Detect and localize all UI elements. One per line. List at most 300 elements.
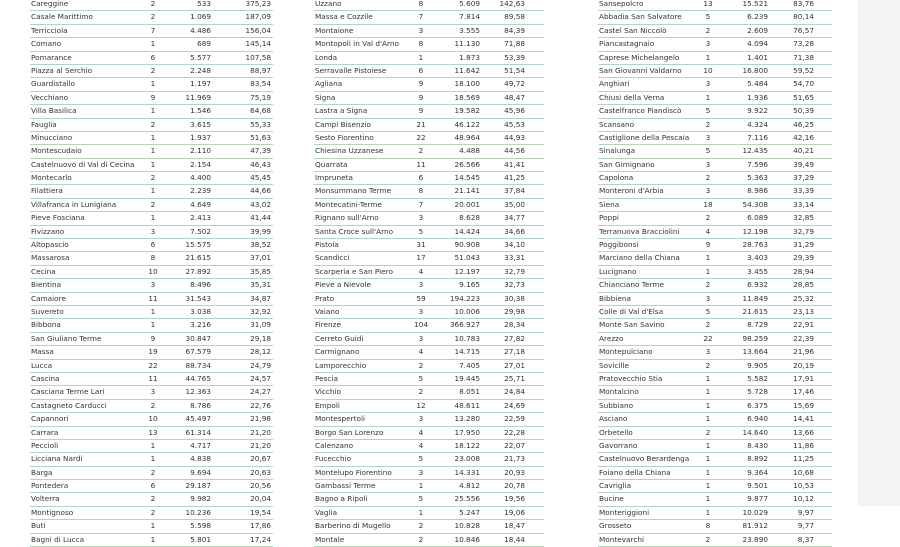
rate-value: 14,41	[793, 414, 814, 424]
population-value: 7.502	[190, 226, 211, 236]
case-count: 8	[418, 39, 424, 49]
case-count: 1	[705, 494, 711, 504]
population-value: 3.216	[190, 320, 211, 330]
rate-value: 40,21	[793, 146, 814, 156]
table-row	[598, 105, 832, 118]
case-count: 2	[150, 507, 156, 517]
case-count: 2	[705, 280, 711, 290]
table-row	[30, 293, 273, 306]
population-value: 67.579	[185, 347, 211, 357]
municipality-name: Montelupo Fiorentino	[315, 467, 392, 477]
municipality-name: Gavorrano	[599, 440, 638, 450]
municipality-name: Castelnuovo Berardenga	[599, 454, 690, 464]
rate-value: 24,69	[504, 400, 525, 410]
rate-value: 39,99	[250, 226, 271, 236]
municipality-name: Montepulciano	[599, 347, 653, 357]
table-row	[30, 413, 273, 426]
case-count: 1	[150, 440, 156, 450]
rate-value: 41,44	[250, 213, 271, 223]
case-count: 11	[148, 293, 158, 303]
municipality-name: Cecina	[31, 266, 56, 276]
rate-value: 59,52	[793, 65, 814, 75]
table-row	[314, 226, 544, 239]
municipality-name: Villa Basilica	[31, 106, 77, 116]
case-count: 5	[705, 146, 711, 156]
municipality-name: Fucecchio	[315, 454, 352, 464]
population-value: 4.400	[190, 173, 211, 183]
table-row	[598, 319, 832, 332]
table-row	[30, 360, 273, 373]
table-row	[598, 92, 832, 105]
population-value: 17.950	[454, 427, 480, 437]
population-value: 9.501	[747, 481, 768, 491]
municipality-name: Minucciano	[31, 132, 73, 142]
municipality-name: Campi Bisenzio	[315, 119, 371, 129]
case-count: 7	[418, 12, 424, 22]
population-value: 4.094	[747, 39, 768, 49]
population-value: 3.555	[459, 25, 480, 35]
case-count: 17	[416, 253, 426, 263]
table-row	[30, 226, 273, 239]
table-row	[30, 266, 273, 279]
population-value: 12.197	[454, 266, 480, 276]
rate-value: 20,56	[250, 481, 271, 491]
rate-value: 34,77	[504, 213, 525, 223]
table-row	[598, 400, 832, 413]
case-count: 2	[705, 213, 711, 223]
population-value: 21.141	[454, 186, 480, 196]
population-value: 61.314	[185, 427, 211, 437]
table-row	[314, 453, 544, 466]
case-count: 3	[150, 387, 156, 397]
population-value: 19.445	[454, 373, 480, 383]
case-count: 5	[705, 306, 711, 316]
population-value: 21.615	[185, 253, 211, 263]
rate-value: 28,85	[793, 280, 814, 290]
population-value: 5.609	[459, 0, 480, 8]
municipality-name: Casciana Terme Lari	[31, 387, 105, 397]
rate-value: 15,69	[793, 400, 814, 410]
population-value: 25.556	[454, 494, 480, 504]
table-row	[30, 25, 273, 38]
table-row	[598, 132, 832, 145]
table-row	[30, 373, 273, 386]
rate-value: 32,85	[793, 213, 814, 223]
rate-value: 20,93	[504, 467, 525, 477]
table-row	[314, 78, 544, 91]
table-row	[30, 534, 273, 547]
population-value: 10.783	[454, 333, 480, 343]
case-count: 1	[705, 387, 711, 397]
population-value: 48.964	[454, 132, 480, 142]
municipality-name: Montale	[315, 534, 345, 544]
population-value: 14.640	[742, 427, 768, 437]
population-value: 8.892	[747, 454, 768, 464]
table-row	[30, 185, 273, 198]
table-row	[314, 413, 544, 426]
rate-value: 53,39	[504, 52, 525, 62]
table-row	[314, 92, 544, 105]
case-count: 2	[705, 173, 711, 183]
rate-value: 19,54	[250, 507, 271, 517]
municipality-name: Scansano	[599, 119, 635, 129]
rate-value: 24,57	[250, 373, 271, 383]
rate-value: 34,66	[504, 226, 525, 236]
table-row	[314, 346, 544, 359]
table-row	[30, 132, 273, 145]
population-value: 9.364	[747, 467, 768, 477]
population-value: 9.982	[190, 494, 211, 504]
rate-value: 22,91	[793, 320, 814, 330]
rate-value: 51,54	[504, 65, 525, 75]
case-count: 1	[150, 320, 156, 330]
population-value: 6.375	[747, 400, 768, 410]
rate-value: 8,37	[797, 534, 814, 544]
case-count: 7	[150, 25, 156, 35]
population-value: 6.940	[747, 414, 768, 424]
table-row	[314, 306, 544, 319]
case-count: 1	[705, 400, 711, 410]
population-value: 10.236	[185, 507, 211, 517]
case-count: 3	[705, 293, 711, 303]
case-count: 1	[705, 92, 711, 102]
municipality-name: Castel San Niccolò	[599, 25, 667, 35]
rate-value: 50,39	[793, 106, 814, 116]
table-row	[598, 159, 832, 172]
municipality-name: Arezzo	[599, 333, 624, 343]
table-row	[30, 38, 273, 51]
table-row	[314, 427, 544, 440]
case-count: 3	[418, 280, 424, 290]
population-value: 1.197	[190, 79, 211, 89]
rate-value: 51,65	[793, 92, 814, 102]
population-value: 194.223	[449, 293, 480, 303]
rate-value: 24,27	[250, 387, 271, 397]
rate-value: 20,78	[504, 481, 525, 491]
population-value: 7.405	[459, 360, 480, 370]
case-count: 1	[705, 507, 711, 517]
municipality-name: Siena	[599, 199, 620, 209]
municipality-name: Altopascio	[31, 240, 69, 250]
case-count: 2	[705, 427, 711, 437]
table-row	[314, 293, 544, 306]
rate-value: 23,13	[793, 306, 814, 316]
rate-value: 37,84	[504, 186, 525, 196]
case-count: 2	[150, 173, 156, 183]
rate-value: 51,63	[250, 132, 271, 142]
case-count: 1	[150, 106, 156, 116]
table-row	[598, 11, 832, 24]
table-row	[598, 239, 832, 252]
population-value: 4.812	[459, 481, 480, 491]
municipality-name: Terricciola	[31, 25, 68, 35]
case-count: 104	[414, 320, 428, 330]
population-value: 9.905	[747, 360, 768, 370]
case-count: 6	[418, 65, 424, 75]
case-count: 3	[705, 132, 711, 142]
table-row	[314, 38, 544, 51]
table-row	[598, 453, 832, 466]
table-row	[598, 252, 832, 265]
municipality-name: Monsummano Terme	[315, 186, 392, 196]
municipality-name: Castiglione della Pescaia	[599, 132, 690, 142]
municipality-name: Comano	[31, 39, 62, 49]
rate-value: 145,14	[245, 39, 271, 49]
rate-value: 30,38	[504, 293, 525, 303]
case-count: 1	[150, 146, 156, 156]
case-count: 1	[705, 481, 711, 491]
case-count: 3	[418, 25, 424, 35]
municipality-name: Cascina	[31, 373, 60, 383]
population-value: 14.715	[454, 347, 480, 357]
table-row	[314, 400, 544, 413]
table-row	[30, 52, 273, 65]
case-count: 10	[703, 65, 713, 75]
table-row	[30, 239, 273, 252]
municipality-name: Santa Croce sull'Arno	[315, 226, 394, 236]
population-value: 9.694	[190, 467, 211, 477]
table-row	[30, 119, 273, 132]
population-value: 2.413	[190, 213, 211, 223]
population-value: 2.239	[190, 186, 211, 196]
population-value: 6.932	[747, 280, 768, 290]
case-count: 1	[150, 521, 156, 531]
case-count: 1	[150, 534, 156, 544]
rate-value: 32,79	[793, 226, 814, 236]
rate-value: 28,34	[504, 320, 525, 330]
table-row	[598, 346, 832, 359]
case-count: 1	[705, 414, 711, 424]
table-row	[314, 199, 544, 212]
table-row	[314, 212, 544, 225]
municipality-name: Gambassi Terme	[315, 481, 376, 491]
population-value: 46.122	[454, 119, 480, 129]
municipality-name: Pieve a Nievole	[315, 280, 371, 290]
population-value: 1.936	[747, 92, 768, 102]
table-row	[598, 507, 832, 520]
municipality-name: Borgo San Lorenzo	[315, 427, 384, 437]
rate-value: 33,31	[504, 253, 525, 263]
municipality-name: Vicchio	[315, 387, 341, 397]
municipality-name: Barberino di Mugello	[315, 521, 391, 531]
rate-value: 48,47	[504, 92, 525, 102]
population-value: 12.435	[742, 146, 768, 156]
municipality-name: Sinalunga	[599, 146, 636, 156]
table-row	[598, 172, 832, 185]
rate-value: 21,96	[793, 347, 814, 357]
table-row	[314, 172, 544, 185]
rate-value: 21,73	[504, 454, 525, 464]
table-row	[598, 293, 832, 306]
municipality-name: Suvereto	[31, 306, 64, 316]
population-value: 8.729	[747, 320, 768, 330]
table-row	[598, 52, 832, 65]
population-value: 51.043	[454, 253, 480, 263]
population-value: 81.912	[742, 521, 768, 531]
table-row	[598, 386, 832, 399]
municipality-name: Carmignano	[315, 347, 360, 357]
case-count: 9	[418, 79, 424, 89]
municipality-name: Scarperia e San Piero	[315, 266, 393, 276]
population-value: 4.649	[190, 199, 211, 209]
population-value: 27.892	[185, 266, 211, 276]
table-row	[598, 360, 832, 373]
rate-value: 32,92	[250, 306, 271, 316]
rate-value: 29,98	[504, 306, 525, 316]
population-value: 88.734	[185, 360, 211, 370]
case-count: 2	[150, 199, 156, 209]
municipality-name: Carrara	[31, 427, 59, 437]
municipality-name: Pistoia	[315, 240, 339, 250]
municipality-name: Villafranca in Lunigiana	[31, 199, 117, 209]
table-row	[30, 145, 273, 158]
rate-value: 18,47	[504, 521, 525, 531]
rate-value: 11,25	[793, 454, 814, 464]
table-row	[314, 159, 544, 172]
municipality-name: Monteroni d'Arbia	[599, 186, 664, 196]
municipality-name: San Giovanni Valdarno	[599, 65, 682, 75]
table-row	[314, 185, 544, 198]
case-count: 6	[418, 173, 424, 183]
table-row	[30, 11, 273, 24]
municipality-name: Terranuova Bracciolini	[599, 226, 680, 236]
municipality-name: Pieve Fosciana	[31, 213, 85, 223]
municipality-name: Empoli	[315, 400, 340, 410]
rate-value: 55,33	[250, 119, 271, 129]
population-value: 7.596	[747, 159, 768, 169]
table-row	[314, 119, 544, 132]
case-count: 2	[705, 360, 711, 370]
rate-value: 44,93	[504, 132, 525, 142]
case-count: 1	[150, 159, 156, 169]
table-column-1	[30, 0, 273, 547]
rate-value: 17,24	[250, 534, 271, 544]
rate-value: 25,32	[793, 293, 814, 303]
municipality-name: Guardistallo	[31, 79, 75, 89]
case-count: 4	[418, 347, 424, 357]
municipality-name: Chiesina Uzzanese	[315, 146, 384, 156]
population-value: 10.828	[454, 521, 480, 531]
case-count: 6	[150, 481, 156, 491]
population-value: 12.363	[185, 387, 211, 397]
rate-value: 19,06	[504, 507, 525, 517]
rate-value: 10,12	[793, 494, 814, 504]
case-count: 3	[705, 186, 711, 196]
case-count: 10	[148, 414, 158, 424]
rate-value: 19,56	[504, 494, 525, 504]
population-value: 1.069	[190, 12, 211, 22]
municipality-name: Lamporecchio	[315, 360, 367, 370]
case-count: 1	[150, 454, 156, 464]
case-count: 1	[150, 39, 156, 49]
municipality-name: Piancastagnaio	[599, 39, 655, 49]
table-row	[314, 239, 544, 252]
table-row	[598, 480, 832, 493]
table-row	[30, 65, 273, 78]
table-row	[598, 65, 832, 78]
table-row	[314, 11, 544, 24]
table-row	[598, 306, 832, 319]
case-count: 8	[705, 521, 711, 531]
case-count: 3	[418, 306, 424, 316]
rate-value: 375,23	[245, 0, 271, 8]
population-value: 26.566	[454, 159, 480, 169]
rate-value: 21,20	[250, 427, 271, 437]
case-count: 5	[418, 226, 424, 236]
rate-value: 24,84	[504, 387, 525, 397]
municipality-name: Grosseto	[599, 521, 632, 531]
rate-value: 18,44	[504, 534, 525, 544]
table-row	[314, 0, 544, 11]
table-row	[314, 252, 544, 265]
table-row	[314, 145, 544, 158]
rate-value: 34,87	[250, 293, 271, 303]
rate-value: 31,29	[793, 240, 814, 250]
case-count: 3	[150, 280, 156, 290]
population-value: 5.484	[747, 79, 768, 89]
table-row	[30, 159, 273, 172]
municipality-name: Piazza al Serchio	[31, 65, 93, 75]
case-count: 5	[418, 454, 424, 464]
population-value: 2.248	[190, 65, 211, 75]
table-row	[598, 520, 832, 533]
case-count: 1	[150, 132, 156, 142]
municipality-name: Montecatini-Terme	[315, 199, 382, 209]
rate-value: 187,09	[245, 12, 271, 22]
rate-value: 27,18	[504, 347, 525, 357]
table-row	[30, 279, 273, 292]
municipality-name: Buti	[31, 521, 46, 531]
rate-value: 83,76	[793, 0, 814, 8]
case-count: 12	[416, 400, 426, 410]
population-value: 5.577	[190, 52, 211, 62]
municipality-name: Licciana Nardi	[31, 454, 83, 464]
case-count: 2	[150, 0, 156, 8]
case-count: 22	[703, 333, 713, 343]
table-row	[314, 507, 544, 520]
rate-value: 107,58	[245, 52, 271, 62]
case-count: 2	[418, 521, 424, 531]
rate-value: 28,12	[250, 347, 271, 357]
case-count: 3	[705, 39, 711, 49]
case-count: 2	[705, 119, 711, 129]
case-count: 5	[418, 494, 424, 504]
case-count: 3	[418, 467, 424, 477]
rate-value: 20,04	[250, 494, 271, 504]
rate-value: 35,00	[504, 199, 525, 209]
population-value: 14.424	[454, 226, 480, 236]
municipality-name: Londa	[315, 52, 338, 62]
population-value: 8.496	[190, 280, 211, 290]
municipality-name: Careggine	[31, 0, 69, 8]
rate-value: 35,85	[250, 266, 271, 276]
case-count: 2	[418, 360, 424, 370]
table-row	[598, 199, 832, 212]
table-row	[30, 306, 273, 319]
municipality-name: San Gimignano	[599, 159, 655, 169]
table-row	[314, 105, 544, 118]
rate-value: 41,25	[504, 173, 525, 183]
population-value: 16.800	[742, 65, 768, 75]
municipality-name: Monte San Savino	[599, 320, 665, 330]
municipality-name: Vaiano	[315, 306, 340, 316]
case-count: 1	[705, 454, 711, 464]
table-row	[314, 266, 544, 279]
case-count: 9	[150, 92, 156, 102]
population-value: 8.628	[459, 213, 480, 223]
municipality-name: Massarosa	[31, 253, 70, 263]
population-value: 90.908	[454, 240, 480, 250]
